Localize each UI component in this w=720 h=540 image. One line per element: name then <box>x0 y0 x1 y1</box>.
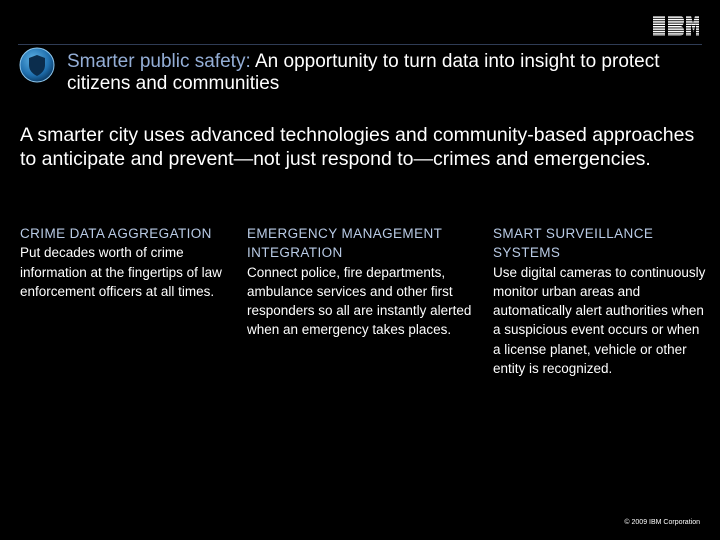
column-heading: CRIME DATA AGGREGATION <box>20 226 212 241</box>
page-title-rest: An opportunity to turn data into insight to protect citizens and communities <box>67 51 660 94</box>
header-divider <box>18 44 702 45</box>
column-emergency-management-integration <box>247 224 472 340</box>
column-smart-surveillance-systems <box>493 224 708 378</box>
column-heading: SMART SURVEILLANCE SYSTEMS <box>493 226 654 261</box>
page-title <box>67 51 697 95</box>
ibm-logo <box>652 14 700 38</box>
column-heading: EMERGENCY MANAGEMENT INTEGRATION <box>247 226 443 261</box>
copyright-notice: © 2009 IBM Corporation <box>624 519 700 526</box>
column-body: Use digital cameras to continuously monitor urban areas and automatically alert authorities when a suspicious event occurs or when a license planet, vehicle or other entity is recognized. <box>493 264 706 377</box>
smarter-planet-badge-icon <box>19 47 55 83</box>
column-body: Connect police, fire departments, ambulance services and other first responders so all are instantly alerted when an emergency takes places. <box>247 264 472 338</box>
column-crime-data-aggregation <box>20 224 225 301</box>
column-body: Put decades worth of crime information at the fingertips of law enforcement officers at all times. <box>20 245 222 299</box>
page-title-accent: Smarter public safety: <box>67 51 251 72</box>
intro-paragraph: A smarter city uses advanced technologies and community-based approaches to anticipate and prevent—not just respond to—crimes and emergencies. <box>20 124 695 170</box>
